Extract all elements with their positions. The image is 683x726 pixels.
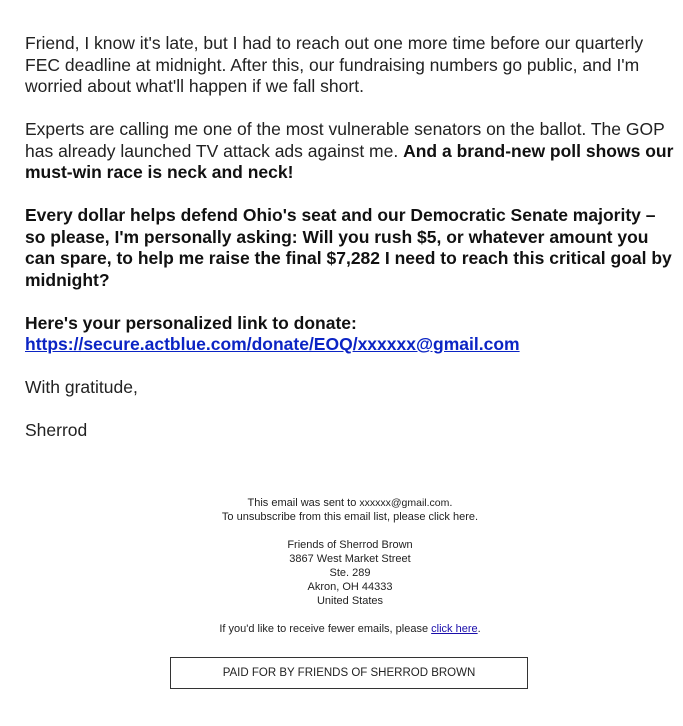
- email-footer: [0, 496, 683, 650]
- paragraph-intro: Friend, I know it's late, but I had to reach out one more time before our quarterly FEC deadline at midnight. After this, our fundraising numbers go public, and I'm worried about what'll happen if we fall short.: [25, 33, 644, 96]
- address-city: Akron, OH 44333: [307, 581, 393, 593]
- address-street: 3867 West Market Street: [289, 553, 411, 565]
- footer-sent-to: [0, 496, 683, 524]
- footer-fewer-emails: [0, 622, 683, 636]
- address-country: United States: [316, 595, 384, 607]
- paid-for-disclaimer: PAID FOR BY FRIENDS OF SHERROD BROWN: [170, 657, 528, 689]
- sent-to-line: [0, 496, 683, 510]
- email-body: [25, 33, 675, 463]
- unsubscribe-text[interactable]: To unsubscribe from this email list, please click here.: [221, 511, 479, 523]
- donate-link-intro: Here's your personalized link to donate:: [25, 312, 357, 333]
- sent-to-email: xxxxxx@gmail.com: [359, 497, 450, 509]
- footer-address: [0, 538, 683, 608]
- paragraph-poll-bold: And a brand-new poll shows our must-win race is neck and neck!: [25, 140, 674, 182]
- sent-to-prefix: This email was sent to: [247, 497, 360, 509]
- closing: With gratitude,: [25, 377, 138, 397]
- fewer-emails-suffix: .: [477, 623, 481, 635]
- address-suite: Ste. 289: [329, 567, 371, 579]
- donate-link[interactable]: https://secure.actblue.com/donate/EOQ/xxxxxx@gmail.com: [25, 334, 520, 354]
- fewer-emails-link[interactable]: click here: [431, 623, 478, 635]
- signature: Sherrod: [25, 420, 88, 440]
- donate-section: [25, 313, 675, 356]
- paragraph-ask: Every dollar helps defend Ohio's seat and our Democratic Senate majority – so please, I'm personally asking: Will you rush $5, or whatever amount you can spare, to help me raise the final $7,282 I need to reach this critical goal by midnight?: [25, 205, 672, 290]
- fewer-emails-prefix: If you'd like to receive fewer emails, please: [219, 623, 432, 635]
- address-org: Friends of Sherrod Brown: [287, 539, 413, 551]
- paragraph-vulnerable-text: Experts are calling me one of the most vulnerable senators on the ballot. The GOP has already launched TV attack ads against me.: [25, 119, 665, 161]
- paragraph-vulnerable: [25, 119, 675, 184]
- sent-to-suffix: .: [449, 497, 453, 509]
